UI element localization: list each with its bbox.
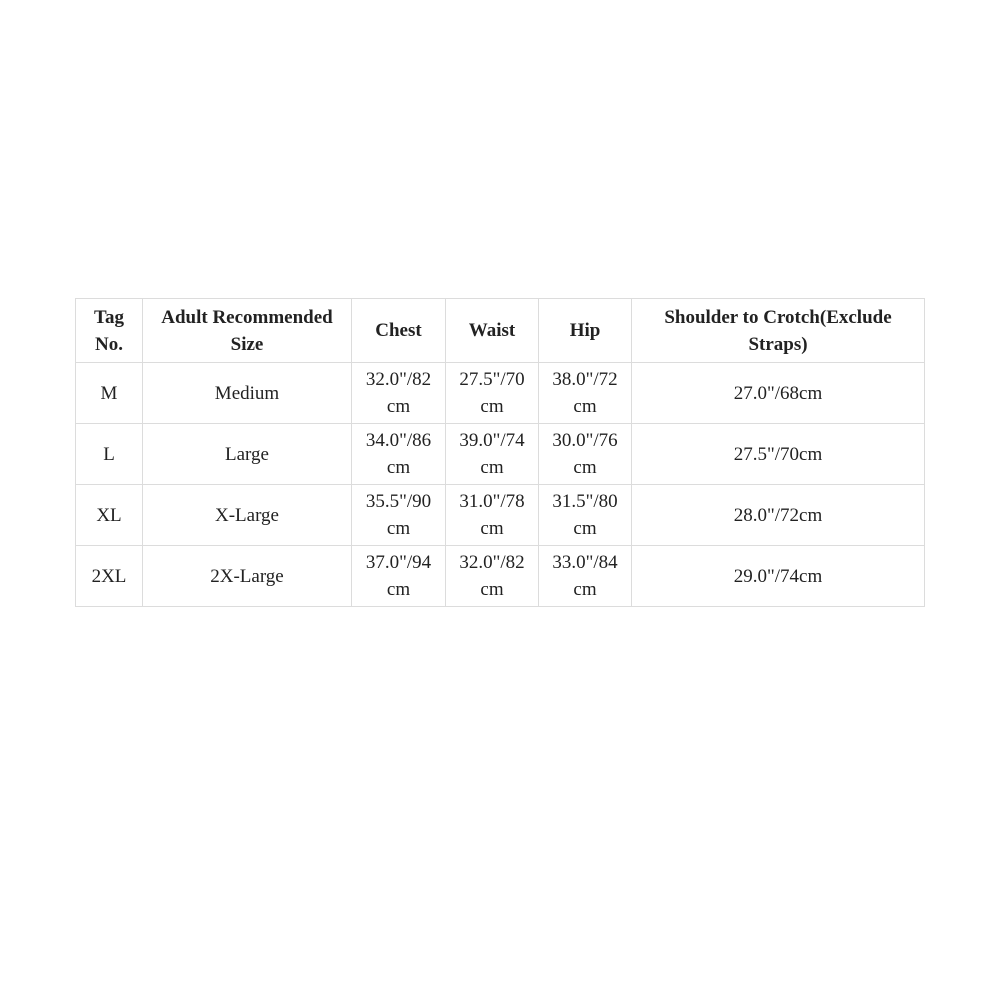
header-shoulder-to-crotch: Shoulder to Crotch(Exclude Straps) xyxy=(632,299,925,363)
size-chart-table xyxy=(75,298,925,607)
header-row xyxy=(76,299,925,363)
header-adult-recommended-size: Adult Recommended Size xyxy=(143,299,352,363)
cell-shoulder-to-crotch: 29.0"/74cm xyxy=(632,546,925,607)
header-chest: Chest xyxy=(352,299,446,363)
table-row xyxy=(76,546,925,607)
table-row xyxy=(76,363,925,424)
cell-tag-no: L xyxy=(76,424,143,485)
cell-shoulder-to-crotch: 27.0"/68cm xyxy=(632,363,925,424)
cell-shoulder-to-crotch: 28.0"/72cm xyxy=(632,485,925,546)
header-tag-no: Tag No. xyxy=(76,299,143,363)
cell-hip: 38.0"/72 cm xyxy=(539,363,632,424)
cell-chest: 37.0"/94 cm xyxy=(352,546,446,607)
cell-chest: 34.0"/86 cm xyxy=(352,424,446,485)
cell-size: X-Large xyxy=(143,485,352,546)
cell-size: Medium xyxy=(143,363,352,424)
cell-waist: 31.0"/78 cm xyxy=(446,485,539,546)
table-row xyxy=(76,485,925,546)
table-row xyxy=(76,424,925,485)
cell-tag-no: XL xyxy=(76,485,143,546)
header-hip: Hip xyxy=(539,299,632,363)
cell-waist: 27.5"/70 cm xyxy=(446,363,539,424)
cell-waist: 32.0"/82 cm xyxy=(446,546,539,607)
cell-tag-no: 2XL xyxy=(76,546,143,607)
cell-hip: 33.0"/84 cm xyxy=(539,546,632,607)
cell-hip: 31.5"/80 cm xyxy=(539,485,632,546)
cell-chest: 35.5"/90 cm xyxy=(352,485,446,546)
cell-size: Large xyxy=(143,424,352,485)
header-waist: Waist xyxy=(446,299,539,363)
cell-size: 2X-Large xyxy=(143,546,352,607)
cell-tag-no: M xyxy=(76,363,143,424)
cell-shoulder-to-crotch: 27.5"/70cm xyxy=(632,424,925,485)
cell-chest: 32.0"/82 cm xyxy=(352,363,446,424)
cell-hip: 30.0"/76 cm xyxy=(539,424,632,485)
cell-waist: 39.0"/74 cm xyxy=(446,424,539,485)
